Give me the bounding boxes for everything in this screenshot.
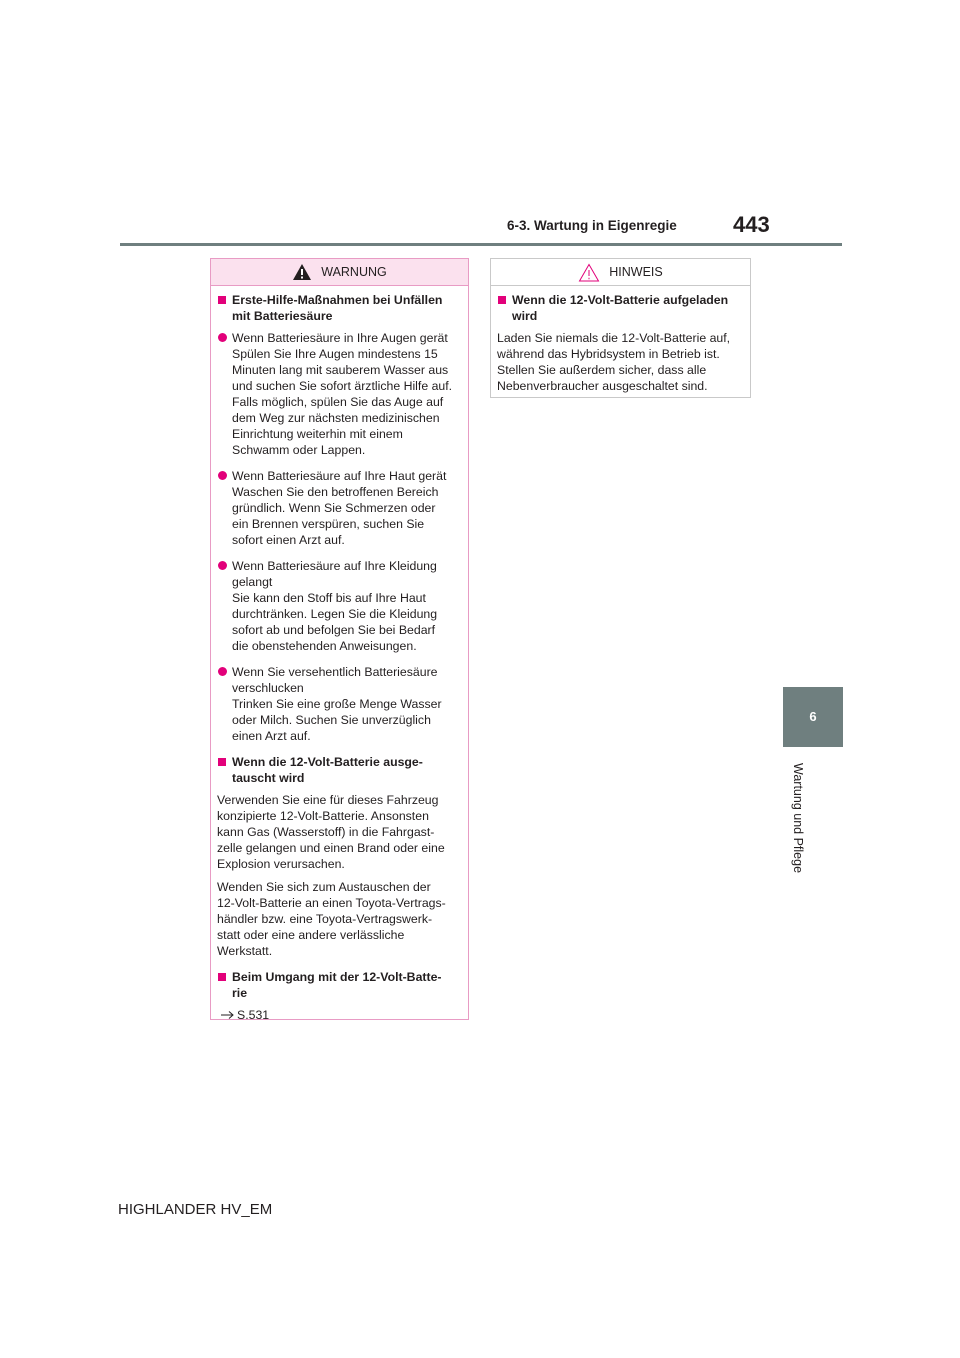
notice-body [491,286,750,394]
footer-model-code: HIGHLANDER HV_EM [118,1201,273,1218]
warning-body [211,286,468,1023]
list-item [216,468,462,548]
paragraph: Wenden Sie sich zum Austauschen der 12-Volt-Batterie an einen Toyota-Vertrags- händler bzw. eine Toyota-Vertragswerk- statt oder eine andere verlässliche Werkstatt. [217,880,446,958]
warning-box [210,258,469,1020]
list-item [216,558,462,654]
page-reference-link[interactable] [216,1007,462,1023]
warning-header [211,259,468,286]
list-item [216,330,462,458]
notice-heading [496,292,744,324]
paragraph: Laden Sie niemals die 12-Volt-Batterie auf, während das Hybridsystem in Betrieb ist. Stellen Sie außerdem sicher, dass alle Nebenverbraucher ausgeschaltet sind. [497,331,731,393]
warning-heading-acid-first-aid [216,292,462,324]
list-item [216,664,462,744]
list-item-text: Wenn Batteriesäure auf Ihre Kleidung gelangt Sie kann den Stoff bis auf Ihre Haut durchtränken. Legen Sie die Kleidung sofort ab und befolgen Sie bei Bedarf die obenstehenden Anweisungen. [232,559,438,653]
round-bullet-icon [218,333,227,342]
list-item-text: Wenn Batteriesäure in Ihre Augen gerät Spülen Sie Ihre Augen mindestens 15 Minuten lang mit sauberem Wasser aus und suchen Sie sofort ärztliche Hilfe auf. Falls möglich, spülen Sie das Auge auf dem Weg zur nächsten medizinischen Einrichtung weiterhin mit einem Schwamm oder Lappen. [232,331,453,457]
notice-box [490,258,751,398]
warning-heading-battery-replacement [216,754,462,786]
notice-header [491,259,750,286]
section-title: 6-3. Wartung in Eigenregie [507,218,677,233]
chapter-title-text: Wartung und Pflege [791,762,805,874]
warning-title: WARNUNG [321,265,387,279]
list-item-text: Wenn Batteriesäure auf Ihre Haut gerät Waschen Sie den betroffenen Bereich gründlich. Wenn Sie Schmerzen oder ein Brennen verspüren, suchen Sie sofort einen Arzt auf. [232,469,447,547]
heading-text: Erste-Hilfe-Maßnahmen bei Unfällen mit Batteriesäure [232,293,443,323]
round-bullet-icon [218,471,227,480]
page-reference-text: S.531 [237,1008,270,1022]
heading-text: Beim Umgang mit der 12-Volt-Batte- rie [232,970,442,1000]
square-bullet-icon [218,296,226,304]
square-bullet-icon [498,296,506,304]
page-number: 443 [733,212,770,237]
arrow-right-icon [217,1010,237,1020]
chapter-tab: 6 [783,687,843,747]
round-bullet-icon [218,561,227,570]
paragraph: Verwenden Sie eine für dieses Fahrzeug konzipierte 12-Volt-Batterie. Ansonsten kann Gas (Wasserstoff) in die Fahrgast- zelle gelangen und einen Brand oder eine Explosion verursachen. [217,793,445,871]
warning-heading-battery-handling [216,969,462,1001]
warning-triangle-icon [292,263,312,281]
square-bullet-icon [218,973,226,981]
header-divider [120,243,842,246]
notice-title: HINWEIS [609,265,663,279]
list-item-text: Wenn Sie versehentlich Batteriesäure verschlucken Trinken Sie eine große Menge Wasser oder Milch. Suchen Sie unverzüglich einen Arzt auf. [232,665,442,743]
heading-text: Wenn die 12-Volt-Batterie aufgeladen wird [512,293,729,323]
caution-triangle-icon [578,263,600,282]
square-bullet-icon [218,758,226,766]
round-bullet-icon [218,667,227,676]
chapter-title-vertical [783,758,813,878]
heading-text: Wenn die 12-Volt-Batterie ausge- tauscht wird [232,755,423,785]
